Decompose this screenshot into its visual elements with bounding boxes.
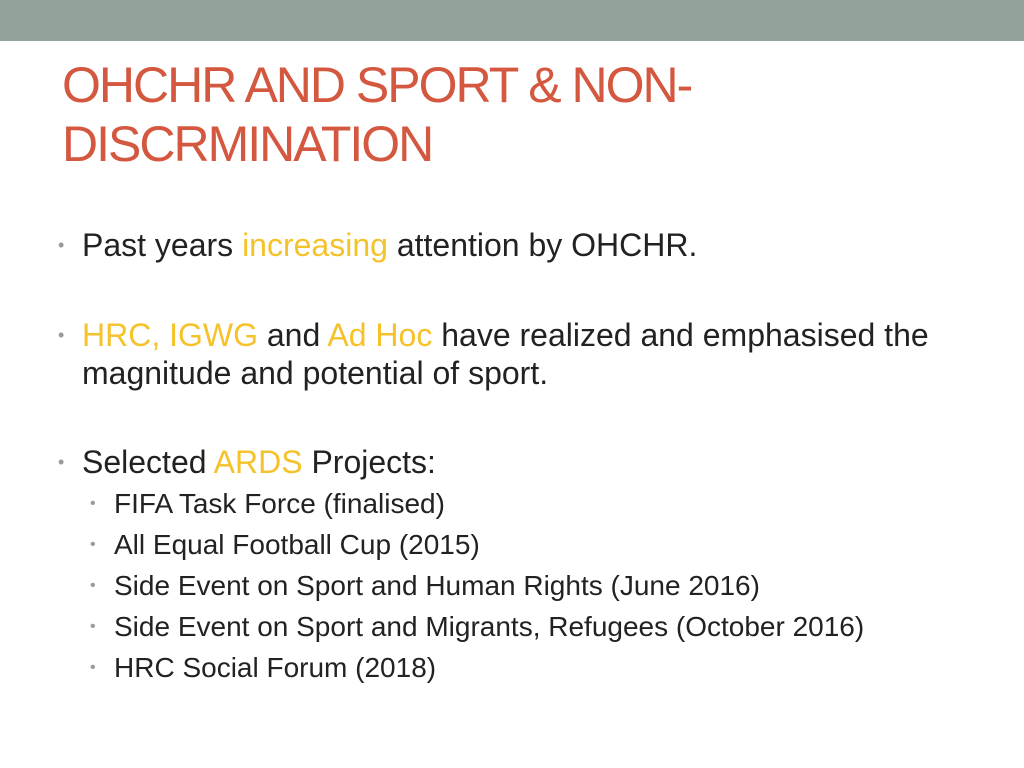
- sub-bullet-dot-icon: •: [90, 495, 96, 512]
- bullet-1-text-post: attention by OHCHR.: [387, 227, 698, 263]
- sub-list-item: [58, 483, 978, 524]
- sub-bullet-dot-icon: •: [90, 577, 96, 594]
- sub-bullet-dot-icon: •: [90, 536, 96, 553]
- sub-bullet-dot-icon: •: [90, 618, 96, 635]
- bullet-2-highlight-hrc-igwg: HRC, IGWG: [82, 317, 258, 353]
- bullet-selected-projects: [58, 443, 978, 481]
- bullet-3-text-post: Projects:: [302, 444, 436, 480]
- bullet-2-text-and: and: [257, 317, 328, 353]
- bullet-hrc-igwg: [58, 316, 978, 392]
- slide-body: [58, 226, 978, 688]
- sub-bullet-dot-icon: •: [90, 659, 96, 676]
- sub-list-item: [58, 647, 978, 688]
- project-hrc-social-forum: HRC Social Forum (2018): [114, 652, 437, 683]
- slide-title-line-1: OHCHR AND SPORT & NON-: [62, 57, 692, 113]
- bullet-2-text-post: have realized and emphasised the magnitude and potential of sport.: [82, 317, 929, 391]
- bullet-dot-icon: •: [58, 325, 65, 345]
- project-fifa-task-force: FIFA Task Force (finalised): [114, 488, 445, 519]
- bullet-past-years: [58, 226, 978, 264]
- projects-sub-list: [58, 483, 978, 688]
- slide-title-line-2: DISCRMINATION: [62, 116, 433, 172]
- bullet-3-highlight-ards: ARDS: [213, 444, 303, 480]
- sub-list-item: [58, 565, 978, 606]
- bullet-3-text-pre: Selected: [82, 444, 214, 480]
- bullet-1-highlight: increasing: [242, 227, 388, 263]
- project-side-event-migrants: Side Event on Sport and Migrants, Refugees (October 2016): [114, 611, 865, 642]
- bullet-dot-icon: •: [58, 452, 65, 472]
- slide-title: [62, 56, 962, 174]
- sub-list-item: [58, 606, 978, 647]
- project-side-event-human-rights: Side Event on Sport and Human Rights (June 2016): [114, 570, 760, 601]
- bullet-dot-icon: •: [58, 235, 65, 255]
- top-accent-band: [0, 0, 1024, 41]
- bullet-1-text-pre: Past years: [82, 227, 243, 263]
- project-all-equal-cup: All Equal Football Cup (2015): [114, 529, 480, 560]
- sub-list-item: [58, 524, 978, 565]
- bullet-2-highlight-ad-hoc: Ad Hoc: [327, 317, 433, 353]
